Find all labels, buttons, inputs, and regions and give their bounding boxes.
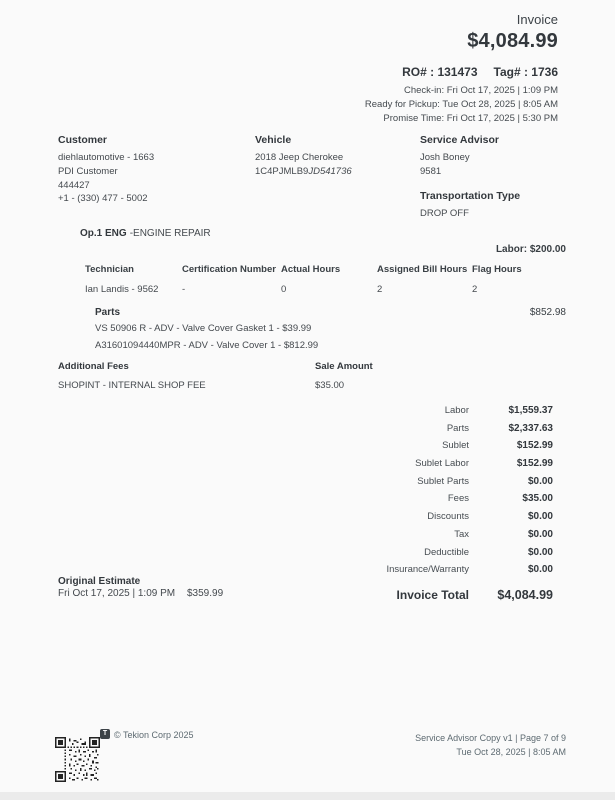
summary-row [303,440,553,458]
summary-row [303,476,553,494]
cell-actual-hours: 0 [281,284,287,295]
qr-code [55,737,100,782]
summary-value: $0.00 [527,528,553,540]
summary-row [303,458,553,476]
part-line: VS 50906 R - ADV - Valve Cover Gasket 1 - $39.99 [95,323,312,334]
original-estimate-heading: Original Estimate [58,576,141,587]
sale-amount-heading: Sale Amount [315,361,373,372]
footer-right [415,731,566,759]
summary-label: Discounts [427,511,469,523]
summary-label: Sublet Parts [417,475,469,487]
summary-label: Parts [446,422,469,434]
summary-row [303,547,553,565]
cell-certification-number: - [182,284,186,295]
service-advisor-id: 9581 [420,165,442,177]
summary-value: $152.99 [516,458,553,470]
cell-assigned-bill-hours: 2 [377,284,383,295]
ready-for-pickup-line: Ready for Pickup: Tue Oct 28, 2025 | 8:05 AM [364,98,558,110]
original-estimate-date: Fri Oct 17, 2025 | 1:09 PM [58,588,176,599]
additional-fees-heading: Additional Fees [58,361,129,372]
printed-at: Tue Oct 28, 2025 | 8:05 AM [456,747,566,757]
parts-total: $852.98 [529,307,566,318]
summary-row [303,511,553,529]
fee-name: SHOPINT - INTERNAL SHOP FEE [58,380,206,391]
col-header-assigned-bill-hours: Assigned Bill Hours [377,264,468,275]
customer-section [58,134,248,206]
check-in-line: Check-in: Fri Oct 17, 2025 | 1:09 PM [403,85,558,96]
summary-row [303,564,553,582]
totals-summary [303,405,553,606]
operation-code: Op.1 ENG [80,228,127,239]
ro-tag-line [365,65,558,79]
copyright-text: © Tekion Corp 2025 [114,730,194,740]
summary-value: $35.00 [522,493,553,505]
summary-value: $2,337.63 [508,422,553,434]
service-advisor-heading: Service Advisor [420,134,499,146]
summary-value: $0.00 [527,511,553,523]
transportation-value: DROP OFF [420,207,469,219]
parts-heading: Parts [95,307,121,318]
customer-id: 444427 [58,179,90,191]
invoice-meta [365,84,558,125]
page-edge-strip [0,792,615,800]
customer-type: PDI Customer [58,165,118,177]
service-advisor-section [420,134,590,220]
invoice-amount: $4,084.99 [467,30,558,52]
summary-row [303,529,553,547]
ro-number: RO# : 131473 [402,65,478,79]
summary-row [303,493,553,511]
col-header-actual-hours: Actual Hours [281,264,341,275]
customer-heading: Customer [58,134,108,146]
vehicle-section [255,134,415,179]
summary-label: Insurance/Warranty [386,564,469,576]
tag-number: Tag# : 1736 [493,65,558,79]
summary-label: Tax [454,528,469,540]
vehicle-model: 2018 Jeep Cherokee [255,152,344,163]
operation-labor-amount: Labor: $200.00 [495,244,566,255]
summary-row [303,405,553,423]
cell-technician: Ian Landis - 9562 [85,284,159,295]
col-header-certification-number: Certification Number [182,264,276,275]
invoice-title: Invoice [516,12,558,27]
summary-value: $0.00 [527,475,553,487]
copy-info: Service Advisor Copy v1 | Page 7 of 9 [415,733,566,743]
summary-value: $0.00 [527,546,553,558]
vin-prefix: 1C4PJMLB9 [255,165,309,177]
fee-amount: $35.00 [315,380,345,391]
customer-phone: +1 - (330) 477 - 5002 [58,193,148,205]
summary-label: Deductible [424,546,469,558]
summary-label: Sublet Labor [415,458,469,470]
summary-label: Fees [447,493,469,505]
col-header-flag-hours: Flag Hours [472,264,522,275]
summary-value: $0.00 [527,564,553,576]
transportation-heading: Transportation Type [420,189,521,202]
summary-value: $1,559.37 [508,405,553,416]
col-header-technician: Technician [85,264,134,275]
summary-label: Sublet [442,440,469,452]
tekion-logo-icon: T [100,729,110,739]
cell-flag-hours: 2 [472,284,478,295]
invoice-total-value: $4,084.99 [497,587,553,602]
invoice-header [365,12,558,125]
invoice-total-row [303,588,553,606]
operation-description: -ENGINE REPAIR [129,228,211,239]
vehicle-vin [255,165,415,179]
vin-suffix: JD541736 [308,165,352,177]
summary-value: $152.99 [516,440,553,452]
service-advisor-name: Josh Boney [420,152,470,163]
invoice-total-label: Invoice Total [396,587,469,602]
customer-name: diehlautomotive - 1663 [58,152,155,163]
operation-line [80,228,211,239]
original-estimate-amount: $359.99 [187,588,224,599]
promise-time-line: Promise Time: Fri Oct 17, 2025 | 5:30 PM [383,112,558,124]
vehicle-heading: Vehicle [255,134,292,146]
summary-row [303,423,553,441]
part-line: A31601094440MPR - ADV - Valve Cover 1 - $812.99 [95,340,319,351]
summary-label: Labor [444,405,469,416]
